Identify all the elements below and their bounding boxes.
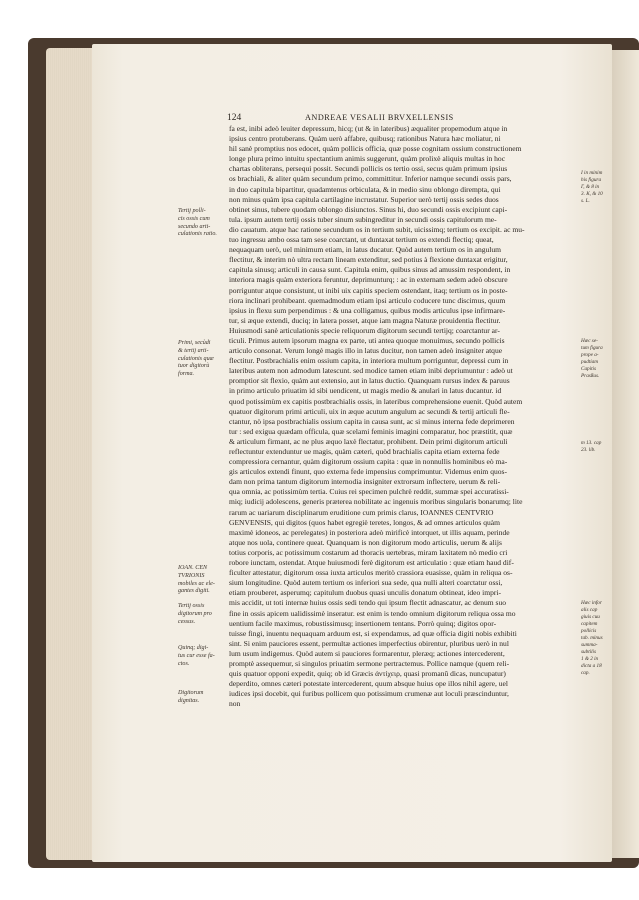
- text-line: in duo capitula bipartitur, quadamtenus orbiculata, & in medio sinu oblongo dirempta, qui: [229, 184, 501, 194]
- margin-note-right: m 13. cap 23. lib.: [581, 440, 602, 453]
- text-line: os brachiali, & aliter quàm secundum primo, committitur. Inferior namque secundi ossis pars,: [229, 174, 512, 184]
- text-line: & articulum firmant, ac ne plus æquo laxè flectatur, prohibent. Dein primi digitorum articuli: [229, 436, 508, 446]
- text-line: robore iunctam, ostendat. Atque huiusmodi ferè digitorum est articulatio : quæ etiam haud dif-: [229, 558, 514, 568]
- text-line: totius corporis, ac potissimum costarum ad thoracis uertebras, miram laxitatem nò medio cri: [229, 547, 508, 557]
- text-line: fine in ossis apicem ualidissimè inseratur. est enim is tendo omnium digitorum reliqua ossa mo: [229, 608, 516, 618]
- text-line: interiora magis quàm exteriora feruntur, deprimunturq; : ac in externam sedem adeò obscure: [229, 275, 508, 285]
- margin-note-right: Hæc infor alis cap giuis cuu capitem pollicis tab. minus summa- subtilis 1 & 2 in dicta a 18 cap.: [581, 600, 603, 676]
- main-text-block: [229, 124, 569, 709]
- text-line: ficulter attestatur, digitorum ossa iuxta articulos meritò crassiora euasisse, quàm in reliqua os-: [229, 568, 513, 578]
- text-line: non: [229, 699, 241, 709]
- margin-note-left: Quinq; digi- tus cur esse fa- ctos.: [178, 645, 215, 667]
- text-line: lum usum indigemus. Quòd autem si pauciores formarentur, pleræq; actiones intercederent,: [229, 648, 505, 658]
- text-line: articulo consonat. Verum longè magis illo in latus ducitur, non tamen adeò insigniter atque: [229, 346, 503, 356]
- margin-note-left: Tertij ossis digitorum pro cessus.: [178, 603, 212, 625]
- text-line: chartas obliterans, persequi possit. Secundi pollicis os tertio ossi, secus quàm primum ipsius: [229, 164, 508, 174]
- text-line: longe plura primo intuitu spectantium animis suggerunt, quàm prolixè aliquis multas in hoc: [229, 154, 506, 164]
- text-line: miq; iudicij adolescens, generis præterea nobilitate ac ingenuis moribus singularis bonarumq; lite: [229, 497, 523, 507]
- margin-note-left: Tertij polli- cis ossis cum secundo arti- culationis ratio.: [178, 208, 217, 238]
- page-number: 124: [227, 113, 242, 123]
- text-line: etiam prouberet, asperumq; capitulum duobus quasi unculis donatum obtineat, ideo impri-: [229, 588, 502, 598]
- text-line: promptè assequemur, si singulos priuatim sermone pertractemus. Pollice namque (quem reli-: [229, 658, 510, 668]
- text-line: reflectuntur extenduntur ue magis, quàm cæteri, quòd brachialis capita etiam externa fede: [229, 447, 500, 456]
- text-line: iudices ipsi docebit, qui furibus pollicem quo potissimum crumenæ aut loculi præscinduntur,: [229, 689, 509, 699]
- text-line: promptior sit flexio, quàm aut extensio, aut in latus ductio. Quanquam rursus index & paruus: [229, 376, 510, 386]
- text-line: dio cauatum. atque hac ratione secundum os in tertium subit, uicissimq; tertium os excipit. ac mu-: [229, 224, 525, 234]
- text-line: non minus quàm ipsa capitula cartilagine incrustatur. Superior uerò tertij ossis sedes duos: [229, 194, 499, 204]
- text-line: tur, si æque extendi, duciq; in latera posset, atque iam magna Naturæ prouidentia flectitur.: [229, 315, 501, 325]
- text-line: compressiora cernantur, quàm digitorum ossium capita : quæ in nonnullis hominibus eò ma-: [229, 457, 508, 467]
- text-line: tuisse fingi, inuentu nequaquam arduum est, si expendamus, ad quæ officia digiti nobis exhibiti: [229, 628, 517, 638]
- text-line: fa est, inibi adeò leuiter depressum, hicq; (ut & in lateribus) æqualiter propemodum atque in: [229, 124, 508, 133]
- text-line: sint. Si enim pauciores essent, permultæ actiones imperfectius obirentur, pluribus uerò in nul: [229, 638, 509, 648]
- text-line: tur : sed exigua quædam officula, quæ scelami feminis imagini comparatur, hoc præstitit, quæ: [229, 426, 513, 436]
- margin-note-left: Digitorum dignitas.: [178, 690, 204, 704]
- text-line: obtinet sinus, tubere quodam oblongo disiunctos. Sinus hi, duo secundi ossis excipiunt capi-: [229, 204, 508, 214]
- margin-note-right: Hæc se- tum figura prope a- pudtiam Capitis Prasßus.: [581, 338, 603, 379]
- text-line: quis quatuor opponi expedit, quiq; ob id Græcis ἀντίχειρ, quasi promanû dicas, nuncupatur): [229, 669, 506, 679]
- text-line: flectitur, & interim nò ultra rectam lineam extenditur, sed potius à flexione duntaxat erigitur,: [229, 255, 508, 265]
- text-line: ticuli. Primus autem ipsorum magna ex parte, uti antea quoque monuimus, secundo pollicis: [229, 335, 505, 345]
- text-line: mis accidit, ut toti internæ huius ossis sedi tendo qui ipsum flectit adnascatur, ac denum suo: [229, 598, 507, 608]
- text-line: rarum ac uariarum disciplinarum eruditione cum primis clarus, IOANNES CENTVRIO: [229, 507, 494, 517]
- text-line: atque nos uola, continere queat. Quanquam is non digitorum modo articulis, uerum & alijs: [229, 537, 502, 547]
- text-line: lateribus autem non admodum latescunt. sed modice tamen etiam inibi depriumuntur : adeò ut: [229, 366, 513, 376]
- text-line: qua omnia, ac potissimùm tertia. Cuius rei specimen pulchrè reddit, summæ spei accuratissi-: [229, 487, 509, 497]
- margin-note-left: IOAN. CEN TVRIONIS mobiles ac ele- gantes digiti.: [178, 565, 215, 595]
- text-line: tula. ipsum autem tertij ossis tuber sinum subingreditur in secundi ossis capitulorum me-: [229, 214, 497, 224]
- text-line: hil sanè promptius nos edocet, quàm pollicis officia, quæ posse cognitam ossium constructionem: [229, 144, 522, 154]
- text-line: porriguntur atque consistunt, ut inibi uix capitis speciem ostendant, itaq; tertium os in poste-: [229, 285, 508, 295]
- text-line: Huiusmodi sanè articulationis specie reliquorum digitorum secundi tertijq; coarctantur ar-: [229, 325, 500, 335]
- text-line: ipsius in flexu sum perpendimus : & una colligamus, quibus modis articulus ipse infirmare-: [229, 305, 506, 315]
- margin-note-left: Primi, secùdi & tertij arti- culationis quæ tuor digitorù forma.: [178, 340, 214, 378]
- text-line: ipsius centro protuberans. Quàm uerò affabre, quibusq; rationibus Natura hæc moliatur, ni: [229, 134, 501, 144]
- text-line: quatuor digitorum primi articuli, uix in æque acutum angulum ac secundi & tertij articuli fle-: [229, 406, 510, 416]
- text-line: GENVENSIS, qui digitos (quos habet egregiè teretes, longos, & ad omnes articulos quàm: [229, 517, 501, 527]
- text-line: riora inclinari prohibeant. quemadmodum etiam ipsi articulo coducere tunc discimus, quum: [229, 295, 506, 305]
- text-line: quod potissimùm ex capitis postbrachialis ossis, in lateribus comprehensione euenit. Quòd autem: [229, 396, 523, 406]
- margin-note-right: I in minim his figura Γ, & 8 in 3. K, & 10 s. L.: [581, 170, 603, 204]
- text-line: ctantur, nò ipsa postbrachialis ossium capita in causa sunt, ac si minus interna fede deprimeren: [229, 416, 515, 426]
- text-line: uentium facile maximus, robustissimusq; insertionem tentans. Porrò quinq; digitos opor-: [229, 618, 497, 628]
- facing-page-edge: [612, 50, 639, 858]
- text-line: gis articulos extendi finunt, quo externa fede impensius comprimuntur. Videmus enim quos-: [229, 467, 507, 477]
- text-line: maximè idoneos, ac perelegates) in posteriora adeò mirificè intorquet, ut illis aquam, perinde: [229, 527, 510, 537]
- text-line: in primo articulo priuatim id sibi uendicent, ut magis medio & anulari in latus ducantur. id: [229, 386, 502, 396]
- running-title: ANDREAE VESALII BRVXELLENSIS: [305, 113, 454, 122]
- text-line: capitula sinusq; articuli in causa sunt. Capitula enim, quibus sinus ad amussim respondent, in: [229, 265, 511, 275]
- text-line: dam non prima tantum digitorum internodia insigniter extrorsum inflectere, uerum & reli-: [229, 477, 501, 487]
- text-line: deperdito, omnes cæteri potestate intercederent, quum absque huius ope illos nihil agere, uel: [229, 679, 508, 689]
- text-line: sium longitudine. Quòd autem tertium os inferiori sua sede, qua nulli alteri coarctatur ossi,: [229, 578, 503, 588]
- text-line: tuo ingressu ambo ossa tam sese coarctant, ut duntaxat tertium os extendi flectiq; queat,: [229, 235, 494, 245]
- text-line: nequaquam uerò, uel minimum etiam, in latus ducatur. Quòd autem tertium os in angulum: [229, 245, 502, 255]
- text-line: flectitur. Postbrachialis enim ossium capita, in interiora multum porriguntur, depressi cum in: [229, 356, 509, 366]
